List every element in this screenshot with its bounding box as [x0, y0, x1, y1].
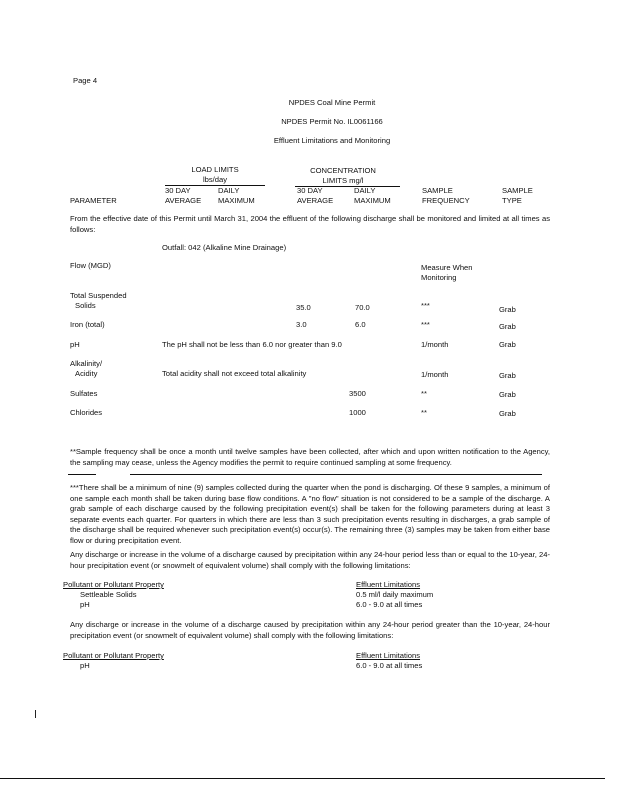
row-type: Grab	[499, 409, 516, 418]
row-freq: Measure When	[421, 263, 473, 272]
row-type: Grab	[499, 340, 516, 349]
footnote-triple-star: ***There shall be a minimum of nine (9) samples collected during the quarter when the pond is discharging. Of these 9 samples, a minimum of one sample each month shall be taken during base flow conditions. A "no flow" situation is not considered to be a sample of the discharge. A grab sample of each discharge caused by the following precipitation event(s) shall be taken for the following parameters during at least 3 separate events each quarter. For quarters in which there are less than 3 such precipitation events resulting in discharges, a grab sample of the discharge shall be required whenever such precipitation event(s) occur(s). The remaining three (3) samples may be taken from either base flow or during precipitation event.	[70, 483, 550, 545]
permit-number: NPDES Permit No. IL0061166	[281, 117, 383, 126]
col-type: SAMPLE	[502, 186, 533, 195]
divider	[130, 474, 542, 475]
row-type: Grab	[499, 371, 516, 380]
table2-pollutant: pH	[80, 661, 90, 670]
col-load-max: DAILY	[218, 186, 240, 195]
outfall-label: Outfall: 042 (Alkaline Mine Drainage)	[162, 243, 287, 252]
row-max: 3500	[349, 389, 366, 398]
bottom-rule	[0, 778, 605, 779]
divider	[68, 474, 96, 475]
concentration-unit: LIMITS mg/l	[322, 176, 364, 185]
row-note: The pH shall not be less than 6.0 nor greater than 9.0	[162, 340, 342, 349]
row-max: 6.0	[355, 320, 366, 329]
row-freq: **	[421, 389, 427, 398]
row-param: Iron (total)	[70, 320, 105, 329]
col-type-2: TYPE	[502, 196, 522, 205]
row-freq: Monitoring	[421, 273, 457, 282]
footnote-double-star: **Sample frequency shall be once a month until twelve samples have been collected, after which and upon written notification to the Agency, the sampling may cease, unless the Agency modifies the permit to require continued sampling at some frequency.	[70, 447, 550, 467]
col-load-avg: 30 DAY	[165, 186, 191, 195]
row-type: Grab	[499, 390, 516, 399]
row-max: 1000	[349, 408, 366, 417]
table1-limit: 6.0 - 9.0 at all times	[356, 600, 423, 609]
table2-header-pollutant: Pollutant or Pollutant Property	[63, 651, 164, 660]
row-param: Sulfates	[70, 389, 98, 398]
col-frequency: SAMPLE	[422, 186, 453, 195]
table2-header-limits: Effluent Limitations	[356, 651, 421, 660]
page-label: Page 4	[73, 76, 98, 85]
load-limits-unit: lbs/day	[202, 175, 228, 184]
col-frequency-2: FREQUENCY	[422, 196, 470, 205]
load-limits-header: LOAD LIMITS	[191, 165, 239, 174]
intro-paragraph: From the effective date of this Permit until March 31, 2004 the effluent of the following discharge shall be monitored and limited at all times as follows:	[70, 214, 550, 234]
col-load-avg-2: AVERAGE	[165, 196, 202, 205]
row-param: pH	[70, 340, 80, 349]
row-type: Grab	[499, 322, 516, 331]
col-conc-max-2: MAXIMUM	[354, 196, 391, 205]
precip-paragraph-2: Any discharge or increase in the volume of a discharge caused by precipitation within any 24-hour period greater than the 10-year, 24-hour precipitation event (or snowmelt of equivalent volume) shall comply with the following limitations:	[70, 620, 550, 640]
table1-limit: 0.5 ml/l daily maximum	[356, 590, 434, 599]
permit-title: NPDES Coal Mine Permit	[288, 98, 376, 107]
section-title: Effluent Limitations and Monitoring	[273, 136, 391, 145]
col-conc-avg: 30 DAY	[297, 186, 323, 195]
row-avg: 35.0	[296, 303, 311, 312]
row-param: Alkalinity/	[70, 359, 103, 368]
col-load-max-2: MAXIMUM	[218, 196, 255, 205]
row-param: Solids	[75, 301, 96, 310]
row-param: Chlorides	[70, 408, 103, 417]
row-note: Total acidity shall not exceed total alkalinity	[162, 369, 307, 378]
row-freq: 1/month	[421, 370, 449, 379]
precip-paragraph-1: Any discharge or increase in the volume of a discharge caused by precipitation within any 24-hour period less than or equal to the 10-year, 24-hour precipitation event (or snowmelt of equivalent volume) shall comply with the following limitations:	[70, 550, 550, 570]
row-avg: 3.0	[296, 320, 307, 329]
scan-mark	[35, 710, 36, 718]
col-conc-avg-2: AVERAGE	[297, 196, 334, 205]
row-type: Grab	[499, 305, 516, 314]
row-param: Flow (MGD)	[70, 261, 111, 270]
row-param: Total Suspended	[70, 291, 127, 300]
row-freq: 1/month	[421, 340, 449, 349]
col-parameter: PARAMETER	[70, 196, 117, 205]
table1-header-pollutant: Pollutant or Pollutant Property	[63, 580, 164, 589]
concentration-header: CONCENTRATION	[310, 166, 376, 175]
table1-pollutant: pH	[80, 600, 90, 609]
row-param: Acidity	[75, 369, 98, 378]
table1-pollutant: Settleable Solids	[80, 590, 137, 599]
row-freq: **	[421, 408, 427, 417]
row-max: 70.0	[355, 303, 370, 312]
table2-limit: 6.0 - 9.0 at all times	[356, 661, 423, 670]
table1-header-limits: Effluent Limitations	[356, 580, 421, 589]
row-freq: ***	[421, 320, 430, 329]
col-conc-max: DAILY	[354, 186, 376, 195]
row-freq: ***	[421, 301, 430, 310]
